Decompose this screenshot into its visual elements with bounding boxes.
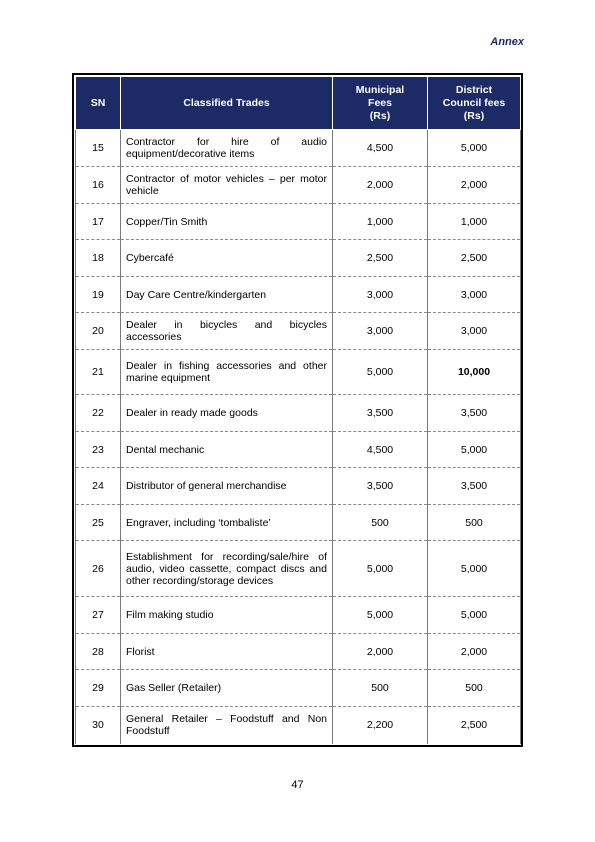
row-trade: Cybercafé <box>121 240 333 277</box>
table-row <box>76 313 521 350</box>
header-municipal-line3: (Rs) <box>369 109 391 122</box>
row-district-fee: 5,000 <box>428 432 521 468</box>
row-trade: Florist <box>121 634 333 670</box>
table-row <box>76 277 521 313</box>
row-trade: Dental mechanic <box>121 432 333 468</box>
row-trade: Contractor of motor vehicles – per motor vehicle <box>121 167 333 204</box>
header-municipal-fees <box>333 77 428 130</box>
row-sn: 19 <box>76 277 121 313</box>
header-district-line1: District <box>455 83 493 96</box>
row-municipal-fee: 3,000 <box>333 277 428 313</box>
table-row <box>76 350 521 395</box>
row-trade: Distributor of general merchandise <box>121 468 333 505</box>
row-district-fee: 10,000 <box>428 350 521 395</box>
row-municipal-fee: 500 <box>333 670 428 707</box>
header-district-line2: Council fees <box>442 96 506 109</box>
annex-label: Annex <box>490 36 524 48</box>
table-row <box>76 541 521 597</box>
row-sn: 23 <box>76 432 121 468</box>
row-trade: General Retailer – Foodstuff and Non Foodstuff <box>121 707 333 744</box>
table-row <box>76 670 521 707</box>
table-row <box>76 468 521 505</box>
row-district-fee: 1,000 <box>428 204 521 240</box>
row-sn: 24 <box>76 468 121 505</box>
row-trade: Dealer in ready made goods <box>121 395 333 432</box>
row-trade: Engraver, including ‘tombaliste’ <box>121 505 333 541</box>
row-municipal-fee: 3,500 <box>333 468 428 505</box>
header-district-line3: (Rs) <box>463 109 485 122</box>
table-row <box>76 505 521 541</box>
row-district-fee: 5,000 <box>428 597 521 634</box>
table-row <box>76 432 521 468</box>
row-municipal-fee: 4,500 <box>333 130 428 167</box>
table-row <box>76 597 521 634</box>
row-district-fee: 500 <box>428 670 521 707</box>
row-district-fee: 2,500 <box>428 707 521 744</box>
table-row <box>76 707 521 744</box>
row-sn: 28 <box>76 634 121 670</box>
row-district-fee: 2,000 <box>428 634 521 670</box>
table-row <box>76 395 521 432</box>
header-sn: SN <box>76 77 121 130</box>
row-trade: Contractor for hire of audio equipment/decorative items <box>121 130 333 167</box>
row-trade: Film making studio <box>121 597 333 634</box>
row-district-fee: 3,000 <box>428 313 521 350</box>
row-municipal-fee: 2,000 <box>333 167 428 204</box>
row-sn: 18 <box>76 240 121 277</box>
row-district-fee: 3,500 <box>428 395 521 432</box>
row-municipal-fee: 500 <box>333 505 428 541</box>
header-municipal-line2: Fees <box>368 96 392 109</box>
row-sn: 29 <box>76 670 121 707</box>
row-trade: Gas Seller (Retailer) <box>121 670 333 707</box>
row-sn: 21 <box>76 350 121 395</box>
row-municipal-fee: 5,000 <box>333 597 428 634</box>
header-district-council-fees <box>428 77 521 130</box>
trade-fees-table <box>72 73 523 747</box>
row-district-fee: 2,000 <box>428 167 521 204</box>
row-district-fee: 3,000 <box>428 277 521 313</box>
row-district-fee: 5,000 <box>428 130 521 167</box>
row-municipal-fee: 1,000 <box>333 204 428 240</box>
row-municipal-fee: 2,000 <box>333 634 428 670</box>
row-district-fee: 3,500 <box>428 468 521 505</box>
row-trade: Copper/Tin Smith <box>121 204 333 240</box>
row-municipal-fee: 5,000 <box>333 541 428 597</box>
table-row <box>76 634 521 670</box>
row-district-fee: 500 <box>428 505 521 541</box>
row-district-fee: 2,500 <box>428 240 521 277</box>
row-sn: 27 <box>76 597 121 634</box>
row-sn: 20 <box>76 313 121 350</box>
row-sn: 26 <box>76 541 121 597</box>
row-municipal-fee: 3,000 <box>333 313 428 350</box>
header-municipal-line1: Municipal <box>355 83 405 96</box>
table-row <box>76 204 521 240</box>
header-classified-trades: Classified Trades <box>121 77 333 130</box>
row-municipal-fee: 2,500 <box>333 240 428 277</box>
row-district-fee: 5,000 <box>428 541 521 597</box>
table-header-row <box>76 77 521 130</box>
row-trade: Dealer in fishing accessories and other marine equipment <box>121 350 333 395</box>
row-sn: 15 <box>76 130 121 167</box>
row-municipal-fee: 4,500 <box>333 432 428 468</box>
row-sn: 25 <box>76 505 121 541</box>
table-row <box>76 240 521 277</box>
table-row <box>76 167 521 204</box>
row-municipal-fee: 3,500 <box>333 395 428 432</box>
row-sn: 16 <box>76 167 121 204</box>
row-municipal-fee: 5,000 <box>333 350 428 395</box>
row-sn: 17 <box>76 204 121 240</box>
page-number: 47 <box>291 779 304 791</box>
row-municipal-fee: 2,200 <box>333 707 428 744</box>
row-sn: 22 <box>76 395 121 432</box>
row-trade: Day Care Centre/kindergarten <box>121 277 333 313</box>
table-row <box>76 130 521 167</box>
row-trade: Establishment for recording/sale/hire of audio, video cassette, compact discs and other recording/storage devices <box>121 541 333 597</box>
row-trade: Dealer in bicycles and bicycles accessories <box>121 313 333 350</box>
row-sn: 30 <box>76 707 121 744</box>
